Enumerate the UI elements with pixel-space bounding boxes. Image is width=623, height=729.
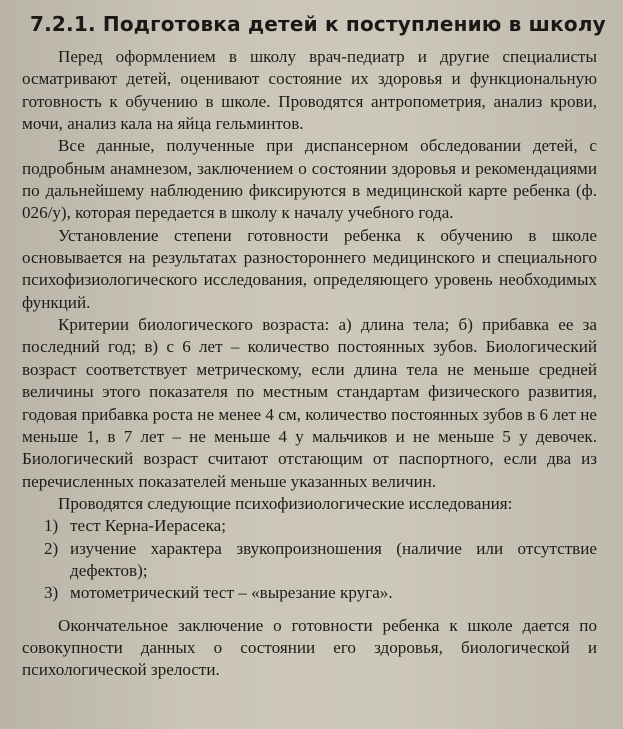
list-item <box>22 515 597 537</box>
list-item-text: тест Керна-Иерасека; <box>70 516 226 536</box>
list-item <box>22 538 597 583</box>
list-item-text: изучение характера звукопроизношения (наличие или отсутствие дефектов); <box>70 538 597 580</box>
paragraph-medical-exam: Перед оформлением в школу врач-педиатр и другие специалисты осматривают детей, оценивают состояние их здоровья и функциональную готовность к обучению в школе. Проводятся антропометрия, анализ крови, мочи, анализ кала на яйца гельминтов. <box>22 47 597 134</box>
psychophysiological-tests-list <box>22 515 597 604</box>
paragraph-readiness-assessment: Установление степени готовности ребенка к обучению в школе основывается на результатах разностороннего медицинского и специального психофизиологического исследования, определяющего уровень необходимых функций. <box>22 225 597 312</box>
paragraph-psychophysiological-intro: Проводятся следующие психофизиологические исследования: <box>58 493 513 513</box>
list-item-text: мотометрический тест – «вырезание круга». <box>70 583 393 603</box>
paragraph-conclusion: Окончательное заключение о готовности ребенка к школе дается по совокупности данных о состоянии его здоровья, биологической и психологической зрелости. <box>22 615 597 680</box>
list-item <box>22 582 597 604</box>
paragraph-dispensary-data: Все данные, полученные при диспансерном обследовании детей, с подробным анамнезом, заключением о состоянии здоровья и рекомендациями по дальнейшему наблюдению фиксируются в медицинской карте ребенка (ф. 026/у), которая передается в школу к началу учебного года. <box>22 136 597 223</box>
list-item-number: 2) <box>44 538 59 558</box>
paragraph-biological-age-criteria: Критерии биологического возраста: а) длина тела; б) прибавка ее за последний год; в) с 6 лет – количество постоянных зубов. Биологический возраст соответствует метрическому, если длина тела не меньше средней величины этого показателя по местным стандартам физического развития, годовая прибавка роста не менее 4 см, количество постоянных зубов в 6 лет не меньше 1, в 7 лет – не меньше 4 у мальчиков и не меньше 5 у девочек. Биологический возраст считают отстающим от паспортного, если два из перечисленных показателей меньше указанных величин. <box>22 315 597 491</box>
list-item-number: 1) <box>44 516 59 536</box>
list-item-number: 3) <box>44 583 59 603</box>
section-heading: 7.2.1. Подготовка детей к поступлению в школу <box>30 12 606 36</box>
